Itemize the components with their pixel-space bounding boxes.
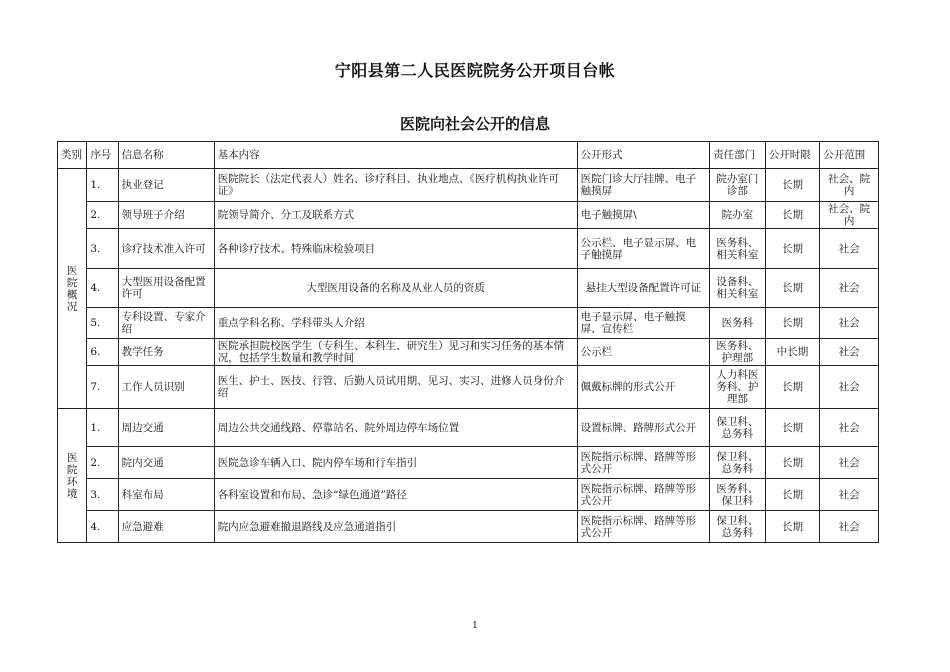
disclosure-scope-cell: 社会: [820, 479, 879, 511]
disclosure-form-cell: 医院指示标牌、路牌等形式公开: [577, 479, 709, 511]
basic-content-cell: 医院急诊车辆入口、院内停车场和行车指引: [214, 447, 577, 479]
basic-content-cell: 重点学科名称、学科带头人介绍: [214, 308, 577, 339]
info-name-cell: 诊疗技术准入许可: [118, 229, 214, 269]
info-name-cell: 科室布局: [118, 479, 214, 511]
table-row: [58, 479, 879, 511]
table-row: [58, 339, 879, 366]
disclosure-form-cell: 公示栏、电子显示屏、电子触摸屏: [577, 229, 709, 269]
info-name-cell: 院内交通: [118, 447, 214, 479]
row-number-cell: 7.: [87, 366, 118, 409]
disclosure-form-cell: 设置标牌、路牌形式公开: [577, 409, 709, 447]
table-row: [58, 511, 879, 543]
category-label: 医院概况: [66, 264, 78, 313]
disclosure-scope-cell: 社会: [820, 339, 879, 366]
table-row: [58, 366, 879, 409]
basic-content-cell: 院领导简介、分工及联系方式: [214, 202, 577, 229]
disclosure-period-cell: 长期: [765, 202, 820, 229]
row-number-cell: 1.: [87, 409, 118, 447]
responsible-dept-cell: 院办室门诊部: [710, 169, 766, 202]
header-period: 公开时限: [765, 142, 820, 169]
row-number-cell: 5.: [87, 308, 118, 339]
header-category: 类别: [58, 142, 87, 169]
disclosure-period-cell: 中长期: [765, 339, 820, 366]
table-row: [58, 169, 879, 202]
disclosure-scope-cell: 社会: [820, 366, 879, 409]
disclosure-scope-cell: 社会、院内: [820, 169, 879, 202]
info-name-cell: 教学任务: [118, 339, 214, 366]
header-form: 公开形式: [577, 142, 709, 169]
disclosure-table: [57, 141, 879, 543]
responsible-dept-cell: 医务科、护理部: [710, 339, 766, 366]
disclosure-scope-cell: 社会: [820, 409, 879, 447]
disclosure-scope-cell: 社会: [820, 229, 879, 269]
header-content: 基本内容: [214, 142, 577, 169]
header-scope: 公开范围: [820, 142, 879, 169]
info-name-cell: 周边交通: [118, 409, 214, 447]
disclosure-period-cell: 长期: [765, 269, 820, 308]
responsible-dept-cell: 保卫科、总务科: [710, 511, 766, 543]
disclosure-form-cell: 电子显示屏、电子触摸屏、宣传栏: [577, 308, 709, 339]
disclosure-form-cell: 悬挂大型设备配置许可证: [577, 269, 709, 308]
basic-content-cell: 大型医用设备的名称及从业人员的资质: [214, 269, 577, 308]
basic-content-cell: 医生、护士、医技、行管、后勤人员试用期、见习、实习、进修人员身份介绍: [214, 366, 577, 409]
responsible-dept-cell: 医务科、保卫科: [710, 479, 766, 511]
category-cell: [58, 169, 87, 409]
responsible-dept-cell: 医务科、相关科室: [710, 229, 766, 269]
basic-content-cell: 各科室设置和布局、急诊“绿色通道”路径: [214, 479, 577, 511]
table-row: [58, 409, 879, 447]
responsible-dept-cell: 人力科医务科、护理部: [710, 366, 766, 409]
basic-content-cell: 周边公共交通线路、停靠站名、院外周边停车场位置: [214, 409, 577, 447]
row-number-cell: 3.: [87, 229, 118, 269]
document-title: 宁阳县第二人民医院院务公开项目台帐: [334, 61, 616, 80]
document-subtitle: 医院向社会公开的信息: [399, 115, 550, 133]
info-name-cell: 专科设置、专家介绍: [118, 308, 214, 339]
row-number-cell: 1.: [87, 169, 118, 202]
disclosure-scope-cell: 社会: [820, 511, 879, 543]
basic-content-cell: 医院院长（法定代表人）姓名、诊疗科目、执业地点、《医疗机构执业许可证》: [214, 169, 577, 202]
disclosure-period-cell: 长期: [765, 447, 820, 479]
disclosure-form-cell: 医院指示标牌、路牌等形式公开: [577, 511, 709, 543]
table-row: [58, 269, 879, 308]
disclosure-form-cell: 公示栏: [577, 339, 709, 366]
table-header-row: [58, 142, 879, 169]
disclosure-period-cell: 长期: [765, 479, 820, 511]
table-body: [58, 169, 879, 543]
info-name-cell: 执业登记: [118, 169, 214, 202]
header-no: 序号: [87, 142, 118, 169]
disclosure-scope-cell: 社会: [820, 269, 879, 308]
disclosure-scope-cell: 社会、院内: [820, 202, 879, 229]
row-number-cell: 2.: [87, 447, 118, 479]
disclosure-period-cell: 长期: [765, 308, 820, 339]
disclosure-scope-cell: 社会: [820, 308, 879, 339]
disclosure-scope-cell: 社会: [820, 447, 879, 479]
category-cell: [58, 409, 87, 543]
responsible-dept-cell: 设备科、相关科室: [710, 269, 766, 308]
header-name: 信息名称: [118, 142, 214, 169]
responsible-dept-cell: 院办室: [710, 202, 766, 229]
info-name-cell: 工作人员识别: [118, 366, 214, 409]
row-number-cell: 6.: [87, 339, 118, 366]
row-number-cell: 2.: [87, 202, 118, 229]
responsible-dept-cell: 保卫科、总务科: [710, 447, 766, 479]
table-row: [58, 447, 879, 479]
disclosure-form-cell: 佩戴标牌的形式公开: [577, 366, 709, 409]
basic-content-cell: 院内应急避难撤退路线及应急通道指引: [214, 511, 577, 543]
table-row: [58, 229, 879, 269]
disclosure-period-cell: 长期: [765, 366, 820, 409]
disclosure-form-cell: 医院指示标牌、路牌等形式公开: [577, 447, 709, 479]
responsible-dept-cell: 医务科: [710, 308, 766, 339]
info-name-cell: 应急避难: [118, 511, 214, 543]
disclosure-period-cell: 长期: [765, 229, 820, 269]
basic-content-cell: 各种诊疗技术、特殊临床检验项目: [214, 229, 577, 269]
disclosure-period-cell: 长期: [765, 409, 820, 447]
disclosure-form-cell: 电子触摸屏\: [577, 202, 709, 229]
disclosure-period-cell: 长期: [765, 511, 820, 543]
category-label: 医院环境: [66, 451, 78, 500]
row-number-cell: 4.: [87, 511, 118, 543]
basic-content-cell: 医院承担院校医学生（专科生、本科生、研究生）见习和实习任务的基本情况，包括学生数量和教学时间: [214, 339, 577, 366]
disclosure-form-cell: 医院门诊大厅挂牌、电子触摸屏: [577, 169, 709, 202]
row-number-cell: 4.: [87, 269, 118, 308]
responsible-dept-cell: 保卫科、总务科: [710, 409, 766, 447]
table-row: [58, 308, 879, 339]
info-name-cell: 大型医用设备配置许可: [118, 269, 214, 308]
page-number: 1: [472, 621, 478, 631]
row-number-cell: 3.: [87, 479, 118, 511]
disclosure-period-cell: 长期: [765, 169, 820, 202]
table-row: [58, 202, 879, 229]
header-dept: 责任部门: [710, 142, 766, 169]
info-name-cell: 领导班子介绍: [118, 202, 214, 229]
